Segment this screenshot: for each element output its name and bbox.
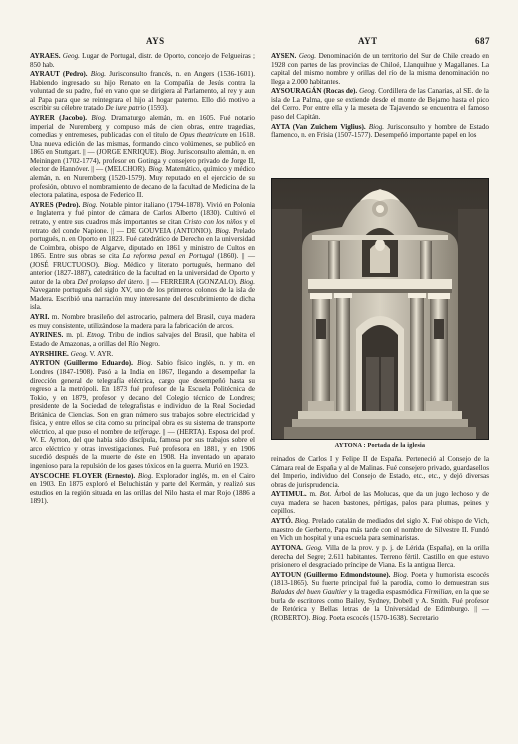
dictionary-entry: AYRER (Jacobo). Biog. Dramaturgo alemán, m. en 1605. Fué notario imperial de Nuremberg y compuso más de cien obras, entre tragedias, comedias y entremeses, publicadas con el título de Opus theatricum en 1618. Una nueva edición de las mismas, formando cinco volúmenes, se publicó en 1865 en Stuttgart. || — (JORGE ENRIQUE). Biog. Jurisconsulto alemán, n. en Meiningen (1702-1774), profesor en Gotinga y consejero privado de Jorge II, elector de Hannóver. || — (MELCHOR). Biog. Matemático, químico y médico alemán, n. en Nuremberg (1520-1579). Muy reputado en el ejercicio de su profesión, obtuvo el nombramiento de decano de la facultad de Medicina de la electora palatina, esposa de Federico II. <box>30 114 256 200</box>
dictionary-entry: AYRAUT (Pedro). Biog. Jurisconsulto francés, n. en Angers (1536-1601). Habiendo ingresado su hijo Renato en la Compañía de Jesús contra la voluntad de su padre, fué en vano que se dirigiera al Parlamento, al rey y aun al Papa para que se reintegrara el hijo al hogar paterno. Ello dió motivo a escribir su célebre tratado De iure patrio (1593). <box>30 70 255 113</box>
header-right-word: AYT <box>358 36 378 46</box>
dictionary-entry: AYTIMUL. m. Bot. Árbol de las Molucas, que da un jugo lechoso y de cuya madera se hacen bastones, pértigas, palos para plumas, peines y cepillos. <box>271 490 489 516</box>
header-left-word: AYS <box>146 36 165 46</box>
right-column-bottom <box>271 455 489 623</box>
dictionary-entry: AYRINES. m. pl. Etnog. Tribu de indios salvajes del Brasil, que habita el Estado de Amazonas, a orillas del Río Negro. <box>30 331 255 348</box>
page-number: 687 <box>475 36 490 46</box>
dictionary-entry: AYRI. m. Nombre brasileño del astrocario, palmera del Brasil, cuya madera es muy consistente, utilizándose la madera para la fabricación de arcos. <box>30 313 255 330</box>
dictionary-entry: AYRSHIRE. Geog. V. AYR. <box>30 349 114 358</box>
dictionary-entry: AYSEN. Geog. Denominación de un territorio del Sur de Chile creado en 1928 con partes de las provincias de Chiloé, Llanquihue y Magallanes. La capital del mismo nombre y orillas del río de la misma denominación no llega a 2.000 habitantes. <box>271 52 489 86</box>
dictionary-entry: AYTA (Van Zuichem Viglius). Biog. Jurisconsulto y hombre de Estado flamenco, n. en Frisia (1507-1577). Desempeñó importante papel en los <box>271 122 489 140</box>
running-header <box>28 36 490 50</box>
dictionary-entry: reinados de Carlos I y Felipe II de España. Perteneció al Consejo de la Cámara real de España y al de Malinas. Fué consejero privado, guardasellos del Imperio, individuo del Consejo de Estado, etc., etc., y dejó diversas obras de jurisprudencia. <box>271 455 489 489</box>
figure-caption: AYTONA : Portada de la iglesia <box>334 442 426 449</box>
dictionary-entry: AYRES (Pedro). Biog. Notable pintor italiano (1794-1878). Vivió en Polonia e Inglaterra y fué pintor de cámara de Carlos Alberto (1830). Cultivó el retrato, y entre sus cuadros más importantes se citan Cristo con los niños y el retrato del conde Napione. || — DE GOUVEIA (ANTONIO). Biog. Prelado portugués, n. en Oporto en 1823. Fué catedrático de Derecho en la universidad de Coimbra, obispo de Algarve, diputado en 1861 y ministro de Cultos en 1865. Entre sus obras se cita La reforma penal en Portugal (1860). || — (JOSÉ FRUCTUOSO). Biog. Médico y literato portugués, hermano del anterior (1827-1887), catedrático de la facultad en la universidad de Oporto y autor de la obra Del prolapso del útero. || — FERREIRA (GONZALO). Biog. Navegante portugués del siglo XV, uno de los primeros colonos de la isla de Madera. Escribió una narración muy interesante del descubrimiento de dicha isla. <box>30 200 256 312</box>
dictionary-entry: AYTÓ. Biog. Prelado catalán de mediados del siglo X. Fué obispo de Vich, maestro de Gerberto, Papa más tarde con el nombre de Silvestre II. Fundó en Vich un hospital y una escuela para seminaristas. <box>271 517 489 543</box>
dictionary-entry: AYRAES. Geog. Lugar de Portugal, distr. de Oporto, concejo de Felgueiras ; 850 hab. <box>30 52 255 69</box>
dictionary-entry: AYSOURAGÁN (Rocas de). Geog. Cordillera de las Canarias, al SE. de la isla de La Palma, que se extiende desde el monte de Bejamo hasta el pico del Cerro. Por entre ella y la meseta de Tajavendo se encuentra el famoso paso del Capitán. <box>271 87 489 122</box>
dictionary-entry: AYRTON (Guillermo Eduardo). Biog. Sabio físico inglés, n. y m. en Londres (1847-1908). Pasó a la India en 1867, llegando a desempeñar la dirección general de telegrafía eléctrica, cargo que desempeñó hasta su regreso a la metrópoli. En 1873 fué profesor de la Escuela Politécnica de Tokio, y en 1879, profesor y decano del Colegio técnico de Londres; presidente de la Sociedad de telegrafistas e individuo de la Real Sociedad Británica de Ciencias. Son en gran número sus trabajos sobre electricidad y física, y entre ellos se cita como su principal obra es su sistema de transporte eléctrico, al que puso el nombre de telferage. || — (HERTA). Esposa del prof. W. E. Ayrton, del que había sido discípula, famosa por sus trabajos sobre el arco eléctrico y otras investigaciones. Fué profesora en 1881, y en 1906 sucedió después de la muerte de éste en 1908. Ha inventado un aparato ingenioso para la repulsión de los gases tóxicos en la guerra. Murió en 1923. <box>30 359 255 471</box>
dictionary-entry: AYTOUN (Guillermo Edmondstoune). Biog. Poeta y humorista escocés (1813-1865). Su fuerte principal fué la parodia, como lo demuestran sus Baladas del buen Gaultier y la tragedia espasmódica Firmilian, en la que se burla de escritores como Bailey, Sydney, Dobell y A. Smith. Fué profesor de Retórica y Bellas letras de la Universidad de Edimburgo. || — (ROBERTO). Biog. Poeta escocés (1570-1638). Secretario <box>271 570 489 622</box>
dictionary-entry: AYTONA. Geog. Villa de la prov. y p. j. de Lérida (España), en la orilla derecha del Segre; 2.611 habitantes. Terreno fértil. Castillo en que estuvo prisionero el desgraciado príncipe de Viana. Es la antigua Ilerca. <box>271 544 489 570</box>
right-column-top <box>271 52 489 141</box>
church-facade-image <box>272 179 488 439</box>
dictionary-entry: AYSCOCHE FLOYER (Ernesto). Biog. Explorador inglés, m. en el Cairo en 1903. En 1875 exploró el Beluchistán y parte del Kermán, y realizó sus estudios en la región situada en las orillas del Nilo hasta el mar Rojo (1886 a 1891). <box>30 471 255 506</box>
church-portal-photo <box>271 178 489 440</box>
left-column <box>30 52 255 507</box>
